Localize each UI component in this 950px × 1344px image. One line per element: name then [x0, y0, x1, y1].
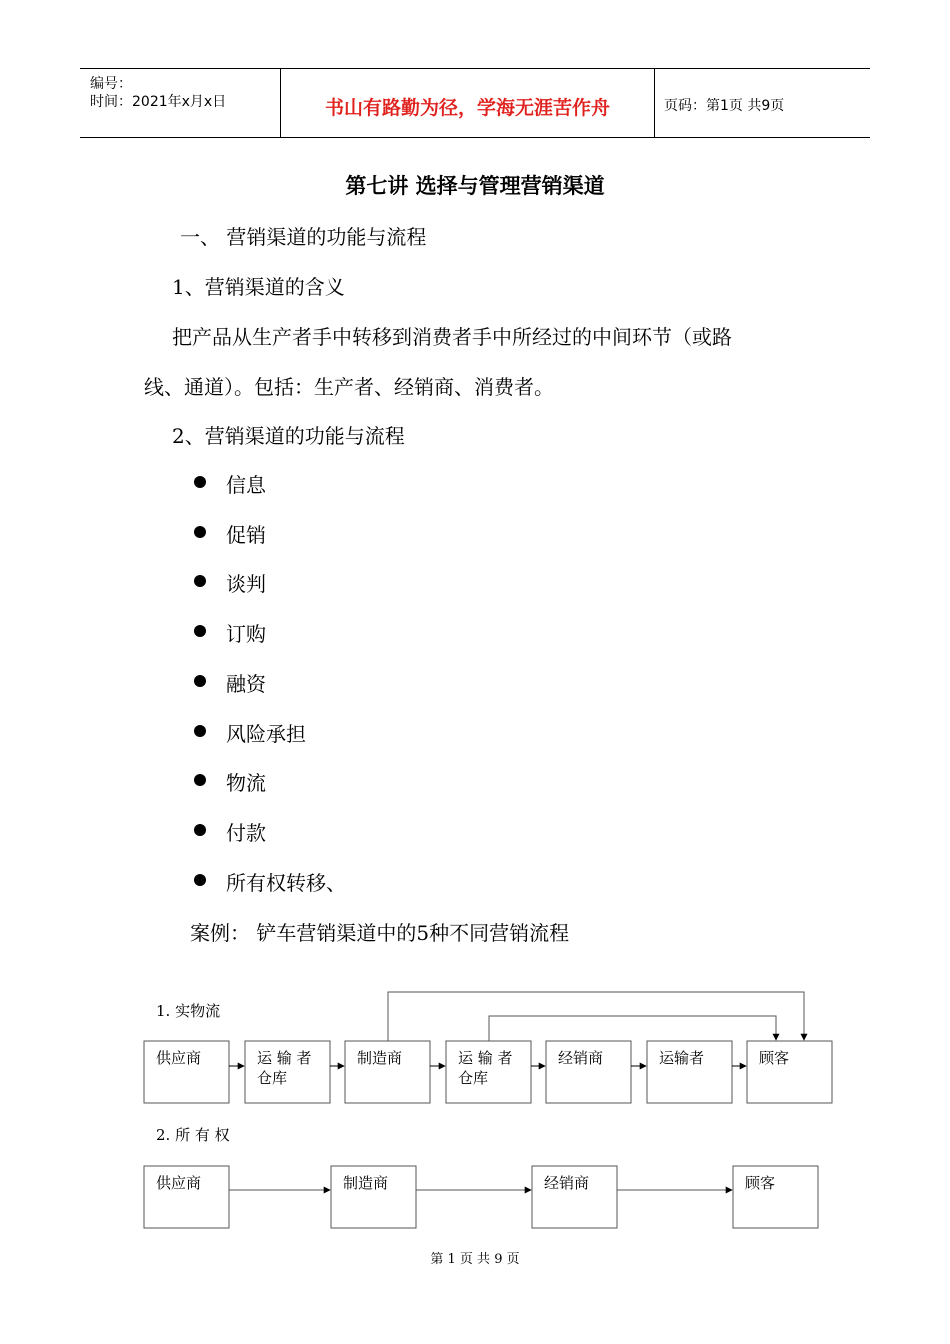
flow2-box-label: 供应商: [156, 1174, 202, 1192]
flow1-box-label: 供应商: [156, 1049, 202, 1067]
subheading-definition: 1、营销渠道的含义: [172, 275, 345, 299]
flow2-box-label: 经销商: [544, 1174, 590, 1192]
list-item-label: 信息: [226, 473, 266, 497]
time-label: 时间：2021年x月x日: [90, 94, 227, 110]
flow1-label: 1. 实物流: [156, 1002, 221, 1020]
list-item-label: 促销: [226, 523, 266, 547]
flow1-box-label: 运输者: [659, 1049, 705, 1067]
flow2-label: 2. 所 有 权: [156, 1126, 230, 1144]
list-item-label: 风险承担: [226, 722, 306, 746]
list-item-label: 订购: [226, 622, 266, 646]
list-item-label: 物流: [226, 771, 266, 795]
page-label: 页码：第1页 共9页: [664, 98, 785, 114]
page-title: 第七讲 选择与管理营销渠道: [345, 174, 605, 198]
list-item-label: 谈判: [226, 572, 266, 596]
definition-line-2: 线、通道）。包括：生产者、经销商、消费者。: [144, 375, 554, 399]
case-label: 案例： 铲车营销渠道中的5种不同营销流程: [190, 921, 570, 945]
flow1-box-label: 顾客: [759, 1049, 790, 1067]
flow1-box-label: 运 输 者 仓库: [257, 1049, 312, 1087]
section-heading: 一、 营销渠道的功能与流程: [180, 225, 427, 249]
flow1-box-label: 制造商: [357, 1049, 403, 1067]
page-footer: 第 1 页 共 9 页: [430, 1252, 520, 1267]
code-label: 编号：: [90, 76, 132, 92]
motto: 书山有路勤为径，学海无涯苦作舟: [324, 97, 610, 119]
definition-line-1: 把产品从生产者手中转移到消费者手中所经过的中间环节（或路: [172, 325, 732, 349]
list-item-label: 所有权转移、: [226, 871, 346, 895]
flow1-box-label: 经销商: [558, 1049, 604, 1067]
flow2-box-label: 制造商: [343, 1174, 389, 1192]
list-item-label: 付款: [226, 821, 266, 845]
subheading-functions: 2、营销渠道的功能与流程: [172, 424, 405, 448]
flow1-bypass-connector: [489, 1016, 776, 1041]
flow1-box-label: 运 输 者 仓库: [458, 1049, 513, 1087]
flow2-box-label: 顾客: [745, 1174, 776, 1192]
list-item-label: 融资: [226, 672, 266, 696]
